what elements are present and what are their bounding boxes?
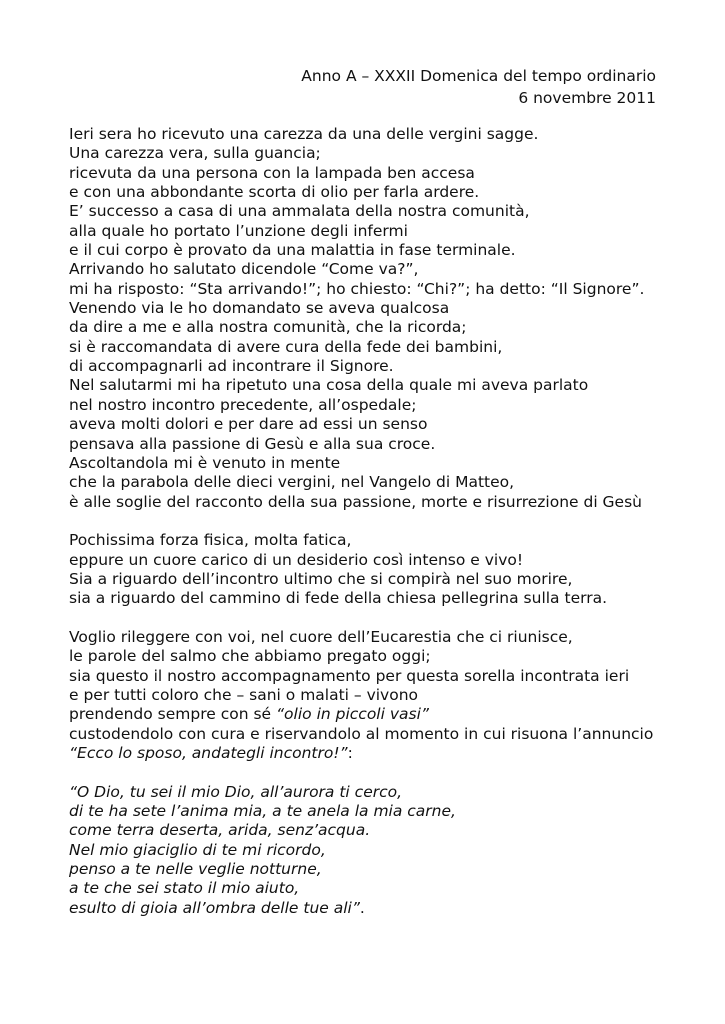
text-line: custodendolo con cura e riservandolo al momento in cui risuona l’annuncio — [69, 724, 654, 743]
document-header — [301, 65, 656, 109]
text-line: le parole del salmo che abbiamo pregato oggi; — [69, 647, 431, 666]
paragraph-spacer — [69, 763, 709, 782]
document-date: 6 novembre 2011 — [518, 89, 656, 107]
text-segment: . — [359, 898, 365, 917]
text-line: Venendo via le ho domandato se aveva qualcosa — [69, 299, 450, 318]
text-line — [69, 744, 709, 763]
text-segment: prendendo sempre con sé — [69, 705, 277, 724]
text-line: Ieri sera ho ricevuto una carezza da una delle vergini sagge. — [69, 125, 539, 143]
text-line: Una carezza vera, sulla guancia; — [69, 144, 321, 163]
text-line: nel nostro incontro precedente, all’ospedale; — [69, 395, 417, 414]
text-line: che la parabola delle dieci vergini, nel Vangelo di Matteo, — [69, 473, 515, 492]
psalm-verses — [69, 783, 709, 918]
text-line: e per tutti coloro che – sani o malati – vivono — [69, 685, 419, 704]
text-line: pensava alla passione di Gesù e alla sua croce. — [69, 434, 436, 453]
text-line: sia a riguardo del cammino di fede della chiesa pellegrina sulla terra. — [69, 589, 607, 608]
paragraph-spacer — [69, 609, 709, 628]
text-line: Pochissima forza fisica, molta fatica, — [69, 531, 352, 550]
text-line: eppure un cuore carico di un desiderio così intenso e vivo! — [69, 550, 524, 569]
verse-line — [69, 899, 709, 918]
verse-line: come terra deserta, arida, senz’acqua. — [69, 821, 371, 840]
italic-quote: “olio in piccoli vasi” — [276, 705, 429, 724]
text-line: e il cui corpo è provato da una malattia in fase terminale. — [69, 241, 516, 260]
verse-line: penso a te nelle veglie notturne, — [69, 860, 322, 879]
liturgical-title: Anno A – XXXII Domenica del tempo ordinario — [301, 67, 656, 85]
verse-line: di te ha sete l’anima mia, a te anela la mia carne, — [69, 802, 456, 821]
verse-line: a te che sei stato il mio aiuto, — [69, 879, 300, 898]
paragraph-testimony — [69, 125, 709, 512]
text-line: da dire a me e alla nostra comunità, che la ricorda; — [69, 318, 467, 337]
text-line: alla quale ho portato l’unzione degli infermi — [69, 221, 408, 240]
text-line: si è raccomandata di avere cura della fede dei bambini, — [69, 337, 503, 356]
text-line: ricevuta da una persona con la lampada ben accesa — [69, 163, 475, 182]
text-line: E’ successo a casa di una ammalata della nostra comunità, — [69, 202, 530, 221]
italic-quote: “Ecco lo sposo, andategli incontro!” — [69, 744, 348, 762]
text-line: Voglio rileggere con voi, nel cuore dell’Eucarestia che ci riunisce, — [69, 627, 573, 646]
text-line: di accompagnarli ad incontrare il Signore. — [69, 357, 394, 376]
text-line: sia questo il nostro accompagnamento per questa sorella incontrata ieri — [69, 666, 630, 685]
text-line — [69, 705, 709, 724]
text-segment: : — [347, 744, 353, 762]
text-line: Sia a riguardo dell’incontro ultimo che si compirà nel suo morire, — [69, 569, 573, 588]
text-line: aveva molti dolori e per dare ad essi un senso — [69, 415, 428, 434]
document-body — [69, 125, 709, 918]
paragraph-psalm-intro — [69, 628, 709, 763]
text-line: e con una abbondante scorta di olio per farla ardere. — [69, 183, 480, 202]
verse-line: “O Dio, tu sei il mio Dio, all’aurora ti cerco, — [69, 782, 403, 801]
paragraph-reflection — [69, 531, 709, 608]
text-line: Arrivando ho salutato dicendole “Come va?”, — [69, 260, 419, 279]
verse-line: Nel mio giaciglio di te mi ricordo, — [69, 840, 326, 859]
text-line: Ascoltandola mi è venuto in mente — [69, 453, 341, 472]
paragraph-spacer — [69, 512, 709, 531]
text-segment: esulto di gioia all’ombra delle tue ali” — [69, 898, 360, 917]
text-line: Nel salutarmi mi ha ripetuto una cosa della quale mi aveva parlato — [69, 376, 589, 395]
text-line: è alle soglie del racconto della sua passione, morte e risurrezione di Gesù — [69, 492, 642, 511]
text-line: mi ha risposto: “Sta arrivando!”; ho chiesto: “Chi?”; ha detto: “Il Signore”. — [69, 279, 645, 298]
